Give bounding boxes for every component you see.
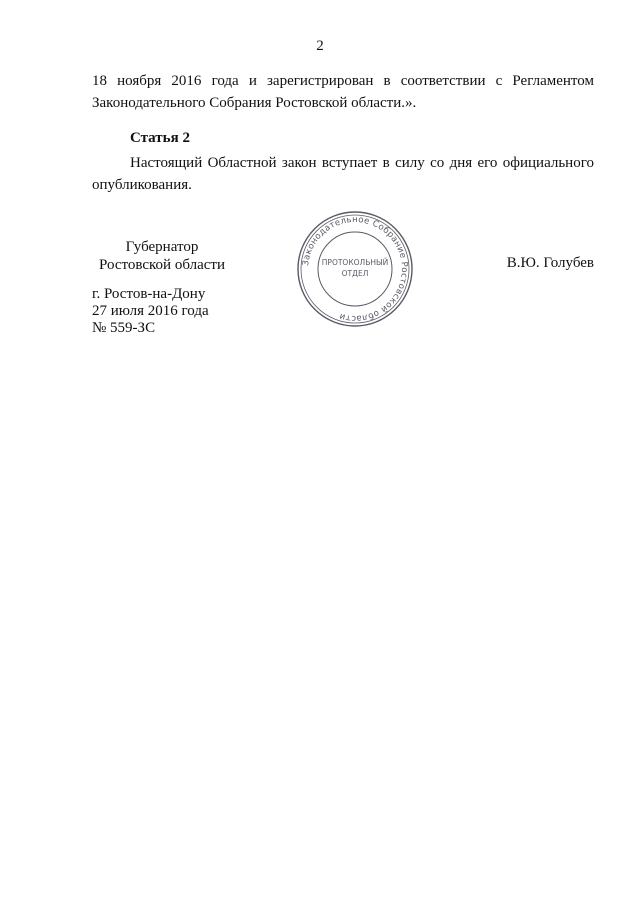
article-2-heading: Статья 2 [130,130,190,146]
stamp-center-line-1: ПРОТОКОЛЬНЫЙ [321,258,389,267]
page-number: 2 [316,38,324,54]
footer-number: № 559-ЗС [92,320,156,336]
article-2-paragraph [92,152,594,196]
continuation-line-2: Законодательного Собрания Ростовской области.». [92,95,417,111]
signatory-title-line-1: Губернатор [125,239,199,255]
continuation-paragraph [92,70,594,114]
article-2-line-2: опубликования. [92,177,192,193]
signatory-title-line-2: Ростовской области [99,257,225,273]
continuation-line-1: 18 ноября 2016 года и зарегистрирован в соответствии с Регламентом [92,73,594,89]
stamp-center-line-2: ОТДЕЛ [341,269,369,278]
footer-city: г. Ростов-на-Дону [92,286,206,302]
signatory-name: В.Ю. Голубев [506,255,594,271]
signatory-title [92,238,232,274]
stamp-seal-graphic [296,210,414,328]
stamp-ring-text: Законодательное Собрание Ростовской области [301,214,410,324]
footer-date: 27 июля 2016 года [92,303,209,319]
article-2-line-1: Настоящий Областной закон вступает в силу со дня его официального [130,155,594,171]
document-footer [92,286,209,337]
official-stamp [296,210,414,328]
